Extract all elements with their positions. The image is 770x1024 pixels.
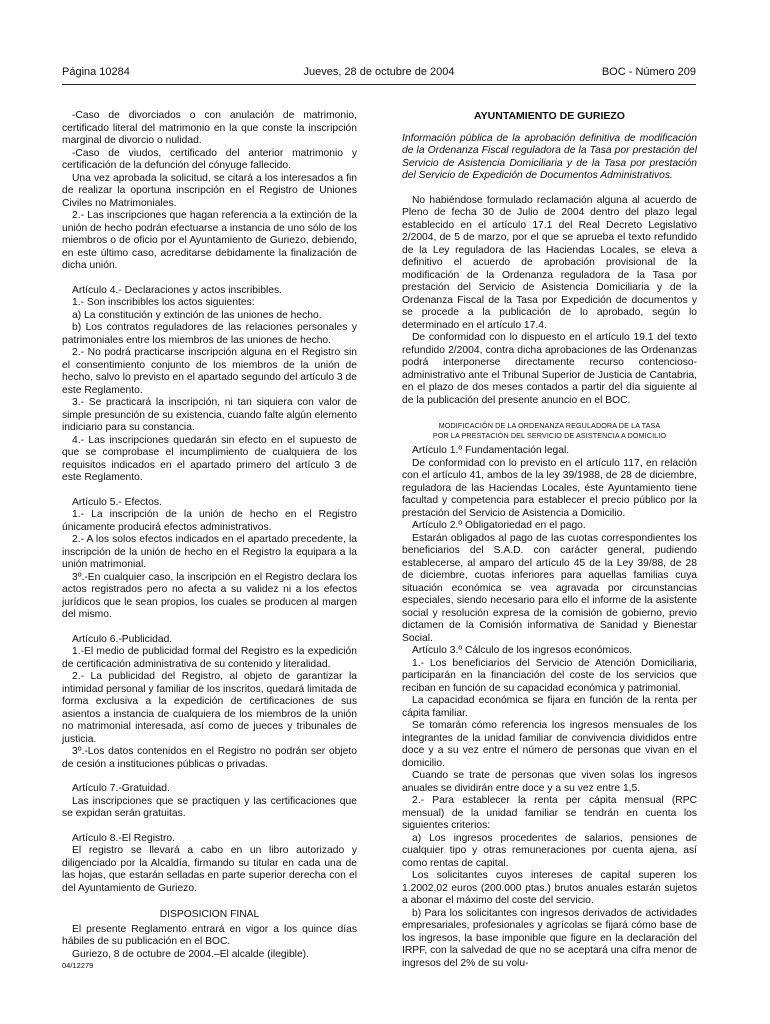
paragraph: a) La constitución y extinción de las uniones de hecho. <box>72 309 322 321</box>
paragraph: 1.- Los beneficiarios del Servicio de Atención Domiciliaria, participarán en la financiación del coste de los servicios que reciban en función de su capacidad económica y patrimonial. <box>402 657 697 694</box>
ordinance-heading-line1: MODIFICACIÓN DE LA ORDENANZA REGULADORA DE LA TASA <box>438 421 661 430</box>
paragraph: Estarán obligados al pago de las cuotas correspondientes los beneficiarios del S.A.D. con carácter general, pudiendo establecerse, al amparo del artículo 45 de la Ley 39/88, de 28 de diciembre, cuotas inferiores para aquellas familias cuya situación económica se vea agravada por circunstancias especiales, siendo necesario para ello el informe de la asistente social y resolución expresa de la comisión de gobierno, previo dictamen de la Comisión informativa de Sanidad y Bienestar Social. <box>402 532 697 644</box>
article-heading: Artículo 1.º Fundamentación legal. <box>412 445 570 456</box>
paragraph: La capacidad económica se fijara en función de la renta per cápita familiar. <box>402 695 697 719</box>
paragraph: 3º.-Los datos contenidos en el Registro no podrán ser objeto de cesión a instituciones públicas o privadas. <box>62 746 357 770</box>
paragraph: 2.- Para establecer la renta per cápita mensual (RPC mensual) de la unidad familiar se tendrán en cuenta los siguientes criterios: <box>402 795 697 831</box>
paragraph: 1.- Son inscribibles los actos siguientes: <box>72 297 255 308</box>
final-provision-heading: DISPOSICION FINAL <box>159 909 260 920</box>
article-heading: Artículo 3.º Cálculo de los ingresos económicos. <box>412 645 633 656</box>
article-heading: Artículo 6.-Publicidad. <box>72 633 173 645</box>
article-heading: Artículo 4.- Declaraciones y actos inscribibles. <box>72 284 283 296</box>
paragraph: Cuando se trate de personas que viven solas los ingresos anuales se dividirán entre doce y a su vez entre 1,5. <box>402 770 697 794</box>
journal-number: BOC - Número 209 <box>601 66 696 78</box>
paragraph: 2.- A los solos efectos indicados en el apartado precedente, la inscripción de la unión de hecho en el Registro la equipara a la unión matrimonial. <box>62 534 357 570</box>
page-header <box>62 66 696 82</box>
issue-date: Jueves, 28 de octubre de 2004 <box>303 66 455 78</box>
paragraph: b) Los contratos reguladores de las relaciones personales y patrimoniales entre los miembros de las uniones de hecho. <box>62 322 357 346</box>
notice-summary: Información pública de la aprobación definitiva de modificación de la Ordenanza Fiscal reguladora de la Tasa por prestación del Servicio de Asistencia Domiciliaria y de la Tasa por prestación del Servicio de Expedición de Documentos Administrativos. <box>402 132 697 181</box>
section-title: AYUNTAMIENTO DE GURIEZO <box>474 110 625 122</box>
paragraph: 4.- Las inscripciones quedarán sin efecto en el supuesto de que se comprobase el incumplimiento de cualquiera de los requisitos indicados en el apartado primero del artículo 3 de este Reglamento. <box>62 434 357 483</box>
article-heading: Artículo 2.º Obligatoriedad en el pago. <box>412 520 586 531</box>
paragraph: Las inscripciones que se practiquen y las certificaciones que se expidan serán gratuitas. <box>62 795 357 819</box>
paragraph: El presente Reglamento entrará en vigor a los quince días hábiles de su publicación en el BOC. <box>62 923 357 947</box>
reference-number: 04/12279 <box>62 961 94 970</box>
paragraph: Se tomarán cómo referencia los ingresos mensuales de los integrantes de la unidad familiar de convivencia divididos entre doce y a su vez entre el número de personas que vivan en el domicilio. <box>402 720 697 769</box>
paragraph: Una vez aprobada la solicitud, se citará a los interesados a fin de realizar la oportuna inscripción en el Registro de Uniones Civiles no Matrimoniales. <box>62 172 357 209</box>
paragraph: De conformidad con lo dispuesto en el artículo 19.1 del texto refundido 2/2004, contra dicha aprobaciones de las Ordenanzas podrá interponerse directamente recurso contencioso-administrativo ante el Tribunal Superior de Justicia de Cantabria, en el plazo de dos meses contados a partir del día siguiente al de la publicación del presente anuncio en el BOC. <box>402 332 697 406</box>
ordinance-heading-line2: POR LA PRESTACIÓN DEL SERVICIO DE ASISTENCIA A DOMICILIO <box>432 431 667 440</box>
page-number: Página 10284 <box>62 66 130 78</box>
paragraph: 3.- Se practicará la inscripción, ni tan siquiera con valor de simple presunción de su existencia, cuando falte algún elemento indiciario para su constancia. <box>62 397 357 433</box>
paragraph: b) Para los solicitantes con ingresos derivados de actividades empresariales, profesionales y agrícolas se fijará cómo base de los ingresos, la base imponible que figure en la declaración del IRPF, con la salvedad de que no se aceptará una cifra menor de ingresos del 2% de su volu- <box>402 907 697 969</box>
ordinance-heading <box>402 421 697 441</box>
paragraph: No habiéndose formulado reclamación alguna al acuerdo de Pleno de fecha 30 de Julio de 2004 dentro del plazo legal establecido en el artículo 17.1 del Real Decreto Legislativo 2/2004, de 5 de marzo, por el que se aprueba el texto refundido de la Ley reguladora de las Haciendas Locales, se eleva a definitivo el acuerdo de aprobación provisional de la modificación de la Ordenanza reguladora de la Tasa por prestación del Servicio de Asistencia Domiciliaria y de la Ordenanza Fiscal de la Tasa por Expedición de documentos y se procede a la publicación de lo aprobado, según lo determinado en el artículo 17.4. <box>402 194 697 331</box>
paragraph: El registro se llevará a cabo en un libro autorizado y diligenciado por la Alcaldía, firmando su titular en cada una de las hojas, que estarán selladas en parte superior derecha con el del Ayuntamiento de Guriezo. <box>62 845 357 894</box>
left-column <box>62 110 357 970</box>
header-rule <box>62 84 696 85</box>
paragraph: 2.- No podrá practicarse inscripción alguna en el Registro sin el consentimiento conjunto de los miembros de la unión de hecho, salvo lo previsto en el apartado segundo del artículo 3 de este Reglamento. <box>62 347 357 396</box>
paragraph: -Caso de viudos, certificado del anterior matrimonio y certificación de la defunción del cónyuge fallecido. <box>62 147 357 171</box>
paragraph: 1.-El medio de publicidad formal del Registro es la expedición de certificación administrativa de su contenido y literalidad. <box>62 646 357 670</box>
article-heading: Artículo 5.- Efectos. <box>72 496 162 508</box>
article-heading: Artículo 7.-Gratuidad. <box>72 783 170 794</box>
paragraph: 2.- La publicidad del Registro, al objeto de garantizar la intimidad personal y familiar de los inscritos, quedará limitada de forma exclusiva a la expedición de certificaciones de sus asientos a instancia de cualquiera de los miembros de la unión no matrimonial interesada, así como de jueces y tribunales de justicia. <box>62 671 357 745</box>
paragraph: Los solicitantes cuyos intereses de capital superen los 1.2002,02 euros (200.000 ptas.) brutos anuales estarán sujetos a abonar el máximo del coste del servicio. <box>402 870 697 906</box>
paragraph: -Caso de divorciados o con anulación de matrimonio, certificado literal del matrimonio en la que conste la inscripción marginal de divorcio o nulidad. <box>62 110 357 146</box>
paragraph: 3º.-En cualquier caso, la inscripción en el Registro declara los actos registrados pero no afecta a su validez ni a los efectos jurídicos que le sean propios, los cuales se producen al margen del mismo. <box>62 571 357 620</box>
paragraph: De conformidad con lo previsto en el artículo 117, en relación con el artículo 41, ambos de la ley 39/1988, de 28 de diciembre, reguladora de las Haciendas Locales, éste Ayuntamiento tiene facultad y competencia para establecer el precio público por la prestación del Servicio de Asistencia a Domicilio. <box>402 457 697 519</box>
right-column <box>402 110 697 970</box>
paragraph: a) Los ingresos procedentes de salarios, pensiones de cualquier tipo y otras remuneraciones por cuenta ajena, así como rentas de capital. <box>402 832 697 869</box>
paragraph: 1.- La inscripción de la unión de hecho en el Registro únicamente producirá efectos administrativos. <box>62 509 357 533</box>
signature-line: Guriezo, 8 de octubre de 2004.–El alcalde (ilegible). <box>72 948 309 960</box>
paragraph: 2.- Las inscripciones que hagan referencia a la extinción de la unión de hecho podrán efectuarse a instancia de uno sólo de los miembros o de oficio por el Ayuntamiento de Guriezo, debiendo, en este último caso, acreditarse debidamente la finalización de dicha unión. <box>62 210 357 271</box>
article-heading: Artículo 8.-El Registro. <box>72 832 176 844</box>
